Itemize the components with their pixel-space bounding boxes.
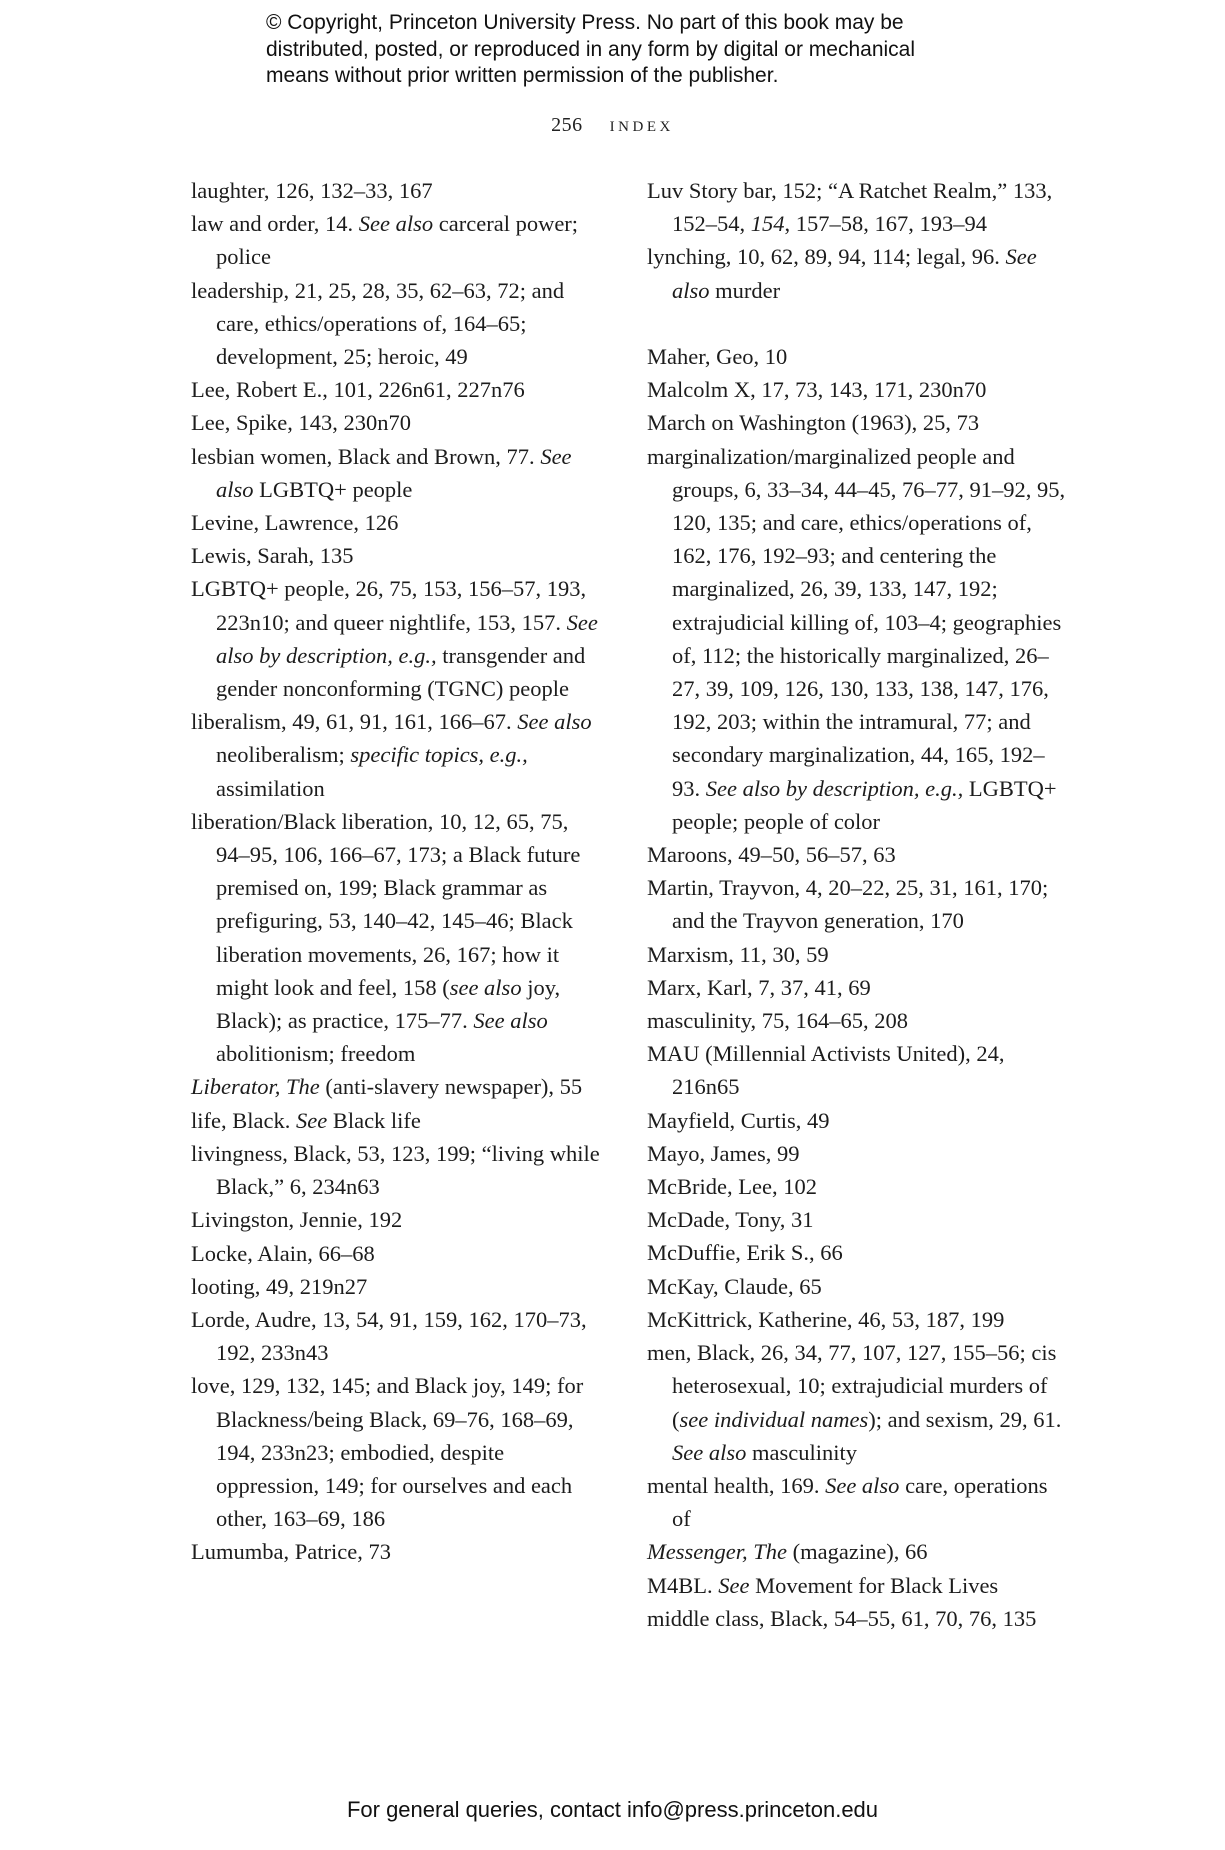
index-entry [191, 1535, 601, 1568]
index-entry-text: ); and sexism, 29, 61. [868, 1406, 1062, 1432]
index-entry-text: LGBTQ+ people [253, 476, 413, 502]
index-entry-text: Maher, Geo, 10 [647, 344, 788, 369]
index-entry [647, 1469, 1067, 1535]
index-entry-text: carceral power; police [216, 211, 579, 270]
index-entry [191, 1237, 601, 1270]
section-title: index [609, 112, 674, 136]
index-entry-italic-text: See also [216, 443, 572, 502]
index-column-left [191, 174, 601, 1569]
index-entry [647, 1037, 1067, 1103]
footer-contact: For general queries, contact info@press.princeton.edu [346, 1797, 879, 1822]
index-entry-text: (anti-slavery newspaper), 55 [319, 1074, 583, 1100]
index-entry [647, 373, 1067, 406]
page-number: 256 [551, 114, 583, 136]
index-entry-text: liberalism, 49, 61, 91, 161, 166–67. [191, 709, 518, 735]
index-entry-text: March on Washington (1963), 25, 73 [647, 410, 980, 436]
index-entry [191, 705, 601, 805]
index-entry-italic-text: See also by description, e.g., [216, 609, 598, 668]
index-entry-text: life, Black. [191, 1107, 296, 1133]
index-entry-text: transgender and gender nonconforming (TGNC) people [216, 642, 586, 702]
index-entry-text: Locke, Alain, 66–68 [191, 1240, 375, 1266]
index-entry-text: Lee, Spike, 143, 230n70 [191, 410, 411, 436]
index-entry-text: Lee, Robert E., 101, 226n61, 227n76 [191, 377, 525, 403]
index-entry-text: marginalization/marginalized people and groups, 6, 33–34, 44–45, 76–77, 91–92, 95, 120, 135; and care, ethics/operations of, 162, 176, 192–93; and centering the marginalized, 26, 39, 133, 147, 192; extrajudicial killing of, 103–4; geographies of, 112; the historically marginalized, 26–27, 39, 109, 126, 130, 133, 138, 147, 176, 192, 203; within the intramural, 77; and secondary marginalization, 44, 165, 192–93. [647, 443, 1066, 801]
index-entry-italic-text: See also [473, 1008, 548, 1034]
index-entry [647, 871, 1067, 937]
index-entry [191, 373, 601, 406]
index-entry-text: LGBTQ+ people, 26, 75, 153, 156–57, 193, 223n10; and queer nightlife, 153, 157. [191, 576, 587, 635]
index-entry-text: M4BL. [647, 1572, 719, 1598]
index-entry [191, 1303, 601, 1369]
index-entry-text: Mayfield, Curtis, 49 [647, 1107, 830, 1133]
index-entry-text: Maroons, 49–50, 56–57, 63 [647, 842, 896, 868]
index-entry-text: mental health, 169. [647, 1472, 826, 1498]
index-entry [191, 440, 601, 506]
index-entry-text: love, 129, 132, 145; and Black joy, 149; for Blackness/being Black, 69–76, 168–69, 194, 233n23; embodied, despite oppression, 149; for ourselves and each other, 163–69, 186 [191, 1373, 584, 1532]
index-entry [647, 971, 1067, 1004]
index-entry-italic-text: See [718, 1572, 750, 1598]
index-entry-text: (magazine), 66 [786, 1539, 928, 1565]
index-entry [647, 1104, 1067, 1137]
index-entry-text: LGBTQ+ people; people of color [672, 775, 1057, 834]
index-entry-text: McDuffie, Erik S., 66 [647, 1240, 843, 1266]
copyright-notice [266, 10, 1026, 90]
index-entry [647, 406, 1067, 439]
index-entry [647, 1236, 1067, 1269]
index-entry [647, 1270, 1067, 1303]
index-entry [647, 1303, 1067, 1336]
index-entry-text: Martin, Trayvon, 4, 20–22, 25, 31, 161, 170; and the Trayvon generation, 170 [647, 875, 1049, 934]
index-entry-text: masculinity [746, 1439, 857, 1465]
index-entry [191, 1070, 601, 1103]
index-entry [647, 1203, 1067, 1236]
index-entry-text: MAU (Millennial Activists United), 24, 216n65 [647, 1041, 1005, 1100]
index-entry-text: laughter, 126, 132–33, 167 [191, 178, 433, 203]
index-entry-text: McBride, Lee, 102 [647, 1174, 817, 1200]
index-entry-text: Black life [327, 1107, 421, 1133]
index-entry-italic-text: See also [672, 244, 1037, 303]
index-entry-text: Malcolm X, 17, 73, 143, 171, 230n70 [647, 377, 987, 403]
index-entry-italic-text: see individual names [679, 1406, 869, 1432]
index-entry-text: murder [709, 277, 781, 303]
index-entry-text: masculinity, 75, 164–65, 208 [647, 1008, 909, 1034]
index-entry [647, 1004, 1067, 1037]
index-entry-text: Lewis, Sarah, 135 [191, 543, 354, 569]
index-entry-italic-text: See also [672, 1439, 747, 1465]
index-entry-text: law and order, 14. [191, 211, 359, 237]
index-entry [647, 1137, 1067, 1170]
index-entry-text: men, Black, 26, 34, 77, 107, 127, 155–56; cis heterosexual, 10; extrajudicial murders of ( [647, 1340, 1057, 1432]
index-entry-text: Mayo, James, 99 [647, 1140, 800, 1166]
index-entry-text: joy, Black); as practice, 175–77. [216, 974, 561, 1034]
index-entry-text: Marxism, 11, 30, 59 [647, 941, 829, 967]
index-entry-text: livingness, Black, 53, 123, 199; “living while Black,” 6, 234n63 [191, 1140, 600, 1200]
index-entry-text: Marx, Karl, 7, 37, 41, 69 [647, 974, 871, 1000]
index-entry [191, 572, 601, 705]
index-entry [647, 1569, 1067, 1602]
index-entry-italic-text: 154 [750, 211, 785, 237]
index-entry-italic-text: See also [825, 1472, 900, 1498]
index-entry [191, 1270, 601, 1303]
index-entry-text: McDade, Tony, 31 [647, 1207, 814, 1233]
index-entry [191, 174, 601, 207]
index-entry-text: Lorde, Audre, 13, 54, 91, 159, 162, 170–73, 192, 233n43 [191, 1306, 587, 1366]
index-entry-text: McKittrick, Katherine, 46, 53, 187, 199 [647, 1306, 1005, 1332]
index-entry [647, 1336, 1067, 1469]
index-entry-text: middle class, Black, 54–55, 61, 70, 76, 135 [647, 1605, 1037, 1631]
index-column-right [647, 174, 1067, 1635]
index-entry-italic-text: See also [517, 709, 592, 735]
index-entry [191, 1104, 601, 1137]
running-head [0, 112, 1225, 137]
index-entry [191, 539, 601, 572]
index-entry [191, 1369, 601, 1535]
index-entry-text: assimilation [216, 775, 325, 801]
index-entry [191, 274, 601, 374]
index-entry-text: care, operations of [672, 1472, 1048, 1532]
index-entry-italic-text: See [295, 1107, 328, 1133]
index-entry-text: leadership, 21, 25, 28, 35, 62–63, 72; and care, ethics/operations of, 164–65; development, 25; heroic, 49 [191, 277, 565, 370]
copyright-line: © Copyright, Princeton University Press. No part of this book may be [266, 11, 904, 34]
index-entry-text: Luv Story bar, 152; “A Ratchet Realm,” 133, 152–54, [647, 178, 1053, 237]
index-entry [647, 1170, 1067, 1203]
index-entry-text: Lumumba, Patrice, 73 [191, 1539, 391, 1565]
index-entry-text: McKay, Claude, 65 [647, 1273, 822, 1299]
index-entry [647, 838, 1067, 871]
index-entry [191, 1203, 601, 1236]
index-entry-italic-text: specific topics, e.g., [350, 742, 528, 768]
index-entry-text: Movement for Black Lives [749, 1572, 999, 1598]
index-entry [647, 938, 1067, 971]
index-entry-text: Levine, Lawrence, 126 [191, 510, 399, 536]
index-entry-text: , 157–58, 167, 193–94 [784, 211, 987, 237]
index-entry [647, 340, 1067, 373]
index-entry [191, 506, 601, 539]
index-entry [191, 406, 601, 439]
index-entry-text: Livingston, Jennie, 192 [191, 1207, 403, 1233]
index-entry-text: neoliberalism; [216, 742, 351, 768]
index-entry [191, 805, 601, 1071]
index-entry [191, 207, 601, 273]
index-entry-text: liberation/Black liberation, 10, 12, 65, 75, 94–95, 106, 166–67, 173; a Black future premised on, 199; Black grammar as prefiguring, 53, 140–42, 145–46; Black liberation movements, 26, 167; how it might look and feel, 158 ( [191, 808, 581, 1000]
index-entry-italic-text: See also [358, 211, 434, 237]
index-entry [647, 440, 1067, 838]
index-entry-text: abolitionism; freedom [216, 1041, 416, 1067]
index-entry-italic-text: See also by description, e.g., [705, 775, 964, 801]
index-entry-italic-text: Liberator, The [191, 1074, 320, 1100]
copyright-line: distributed, posted, or reproduced in any form by digital or mechanical [266, 37, 916, 61]
index-entry-text: looting, 49, 219n27 [191, 1273, 368, 1299]
index-entry [647, 1602, 1067, 1635]
index-entry [647, 174, 1067, 240]
copyright-line: means without prior written permission of the publisher. [266, 64, 779, 87]
index-entry-italic-text: see also [449, 974, 522, 1000]
index-entry [191, 1137, 601, 1203]
index-entry [647, 240, 1067, 306]
index-entry-text: lynching, 10, 62, 89, 94, 114; legal, 96. [647, 244, 1006, 270]
index-entry [647, 1535, 1067, 1568]
index-entry-text: lesbian women, Black and Brown, 77. [191, 443, 541, 469]
index-entry-italic-text: Messenger, The [647, 1539, 787, 1565]
